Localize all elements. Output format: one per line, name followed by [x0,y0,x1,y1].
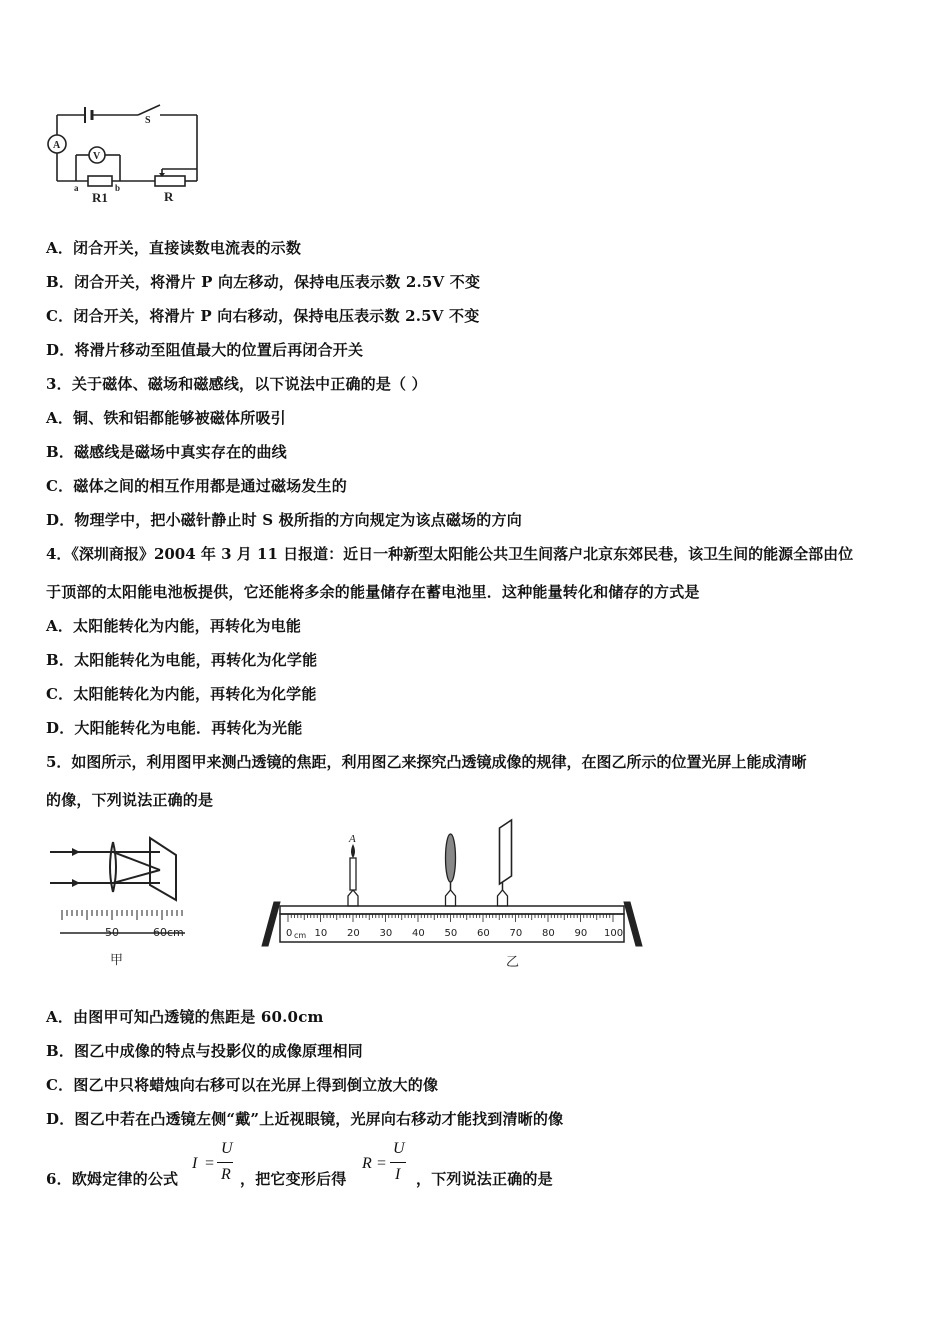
q5-option-a: A．由图甲可知凸透镜的焦距是 60.0cm [46,1008,324,1026]
figure-yi [258,818,648,973]
label-ammeter: A [53,140,61,151]
label-r: R [164,189,174,204]
q5-option-c: C．图乙中只将蜡烛向右移可以在光屏上得到倒立放大的像 [46,1076,439,1094]
q4-option-c: C．太阳能转化为内能，再转化为化学能 [46,685,317,703]
yi-unit-label: cm [294,931,307,940]
q3-option-a: A．铜、铁和铝都能够被磁体所吸引 [46,409,286,427]
candle-flame [351,844,355,858]
yi-tick-label: 70 [509,928,523,939]
yi-caption: 乙 [506,955,520,970]
yi-tick-label: 40 [412,928,425,939]
q6-text-after: ，下列说法正确的是 [416,1170,553,1188]
label-switch: S [145,115,151,126]
yi-tick-label: 100 [604,928,624,939]
yi-tick-label: 60 [477,928,490,939]
q6-text-mid: ，把它变形后得 [240,1170,347,1188]
holder [446,890,456,906]
formula1-numerator: U [221,1140,233,1157]
q3-stem: 3．关于磁体、磁场和磁感线，以下说法中正确的是（ ） [46,375,427,393]
q3-option-d: D．物理学中，把小磁针静止时 S 极所指的方向规定为该点磁场的方向 [46,511,522,529]
yi-tick-label: 20 [347,928,360,939]
jia-tick-label-50: 50 [105,926,119,939]
jia-caption: 甲 [110,953,124,968]
formula1-denominator: R [221,1166,231,1183]
label-r1: R1 [92,190,108,205]
q5-stem-line1: 5．如图所示，利用图甲来测凸透镜的焦距，利用图乙来探究凸透镜成像的规律，在图乙所示的位置光屏上能成清晰 [46,753,807,771]
q5-option-b: B．图乙中成像的特点与投影仪的成像原理相同 [46,1042,363,1060]
jia-tick-label-60: 60cm [153,926,184,939]
q5-stem-line2: 的像，下列说法正确的是 [46,791,214,809]
yi-tick-label: 0 [286,928,293,939]
label-a: a [74,183,79,193]
candle [350,858,356,890]
label-b: b [115,183,121,193]
q4-option-b: B．太阳能转化为电能，再转化为化学能 [46,651,318,669]
q6-formula-2: R = U I [362,1140,405,1183]
yi-tick-label: 50 [444,928,458,939]
q4-stem-line2: 于顶部的太阳能电池板提供，它还能将多余的能量储存在蓄电池里．这种能量转化和储存的方式是 [46,583,700,601]
q4-option-a: A．太阳能转化为内能，再转化为电能 [46,617,302,635]
yi-tick-label: 80 [542,928,555,939]
q3-option-b: B．磁感线是磁场中真实存在的曲线 [46,443,287,461]
yi-tick-label: 10 [314,928,328,939]
q6-text-before: 6．欧姆定律的公式 [46,1170,179,1188]
q6-formula-1: I = U R [192,1140,233,1183]
circuit-diagram [40,95,210,210]
holder [348,890,358,906]
figure-jia [50,830,200,970]
candle-label: A [349,833,356,845]
holder [498,890,508,906]
q5-option-d: D．图乙中若在凸透镜左侧“戴”上近视眼镜，光屏向右移动才能找到清晰的像 [46,1110,564,1128]
label-voltmeter: V [93,151,101,162]
q2-option-b: B．闭合开关，将滑片 P 向左移动，保持电压表示数 2.5V 不变 [46,273,481,291]
q4-option-d: D．大阳能转化为电能．再转化为光能 [46,719,303,737]
formula2-denominator: I [395,1166,401,1183]
formula1-lhs: I [192,1155,198,1172]
q2-option-d: D．将滑片移动至阻值最大的位置后再闭合开关 [46,341,364,359]
formula2-numerator: U [393,1140,405,1157]
light-screen [500,820,512,884]
q3-option-c: C．磁体之间的相互作用都是通过磁场发生的 [46,477,347,495]
yi-tick-label: 90 [574,928,588,939]
q2-option-c: C．闭合开关，将滑片 P 向右移动，保持电压表示数 2.5V 不变 [46,307,480,325]
q2-option-a: A．闭合开关，直接读数电流表的示数 [46,239,302,257]
convex-lens [446,834,456,882]
formula2-lhs: R [362,1155,372,1172]
q4-stem-line1: 4．《深圳商报》2004 年 3 月 11 日报道：近日一种新型太阳能公共卫生间落户北京东郊民巷，该卫生间的能源全部由位 [46,545,854,563]
yi-tick-label: 30 [379,928,393,939]
